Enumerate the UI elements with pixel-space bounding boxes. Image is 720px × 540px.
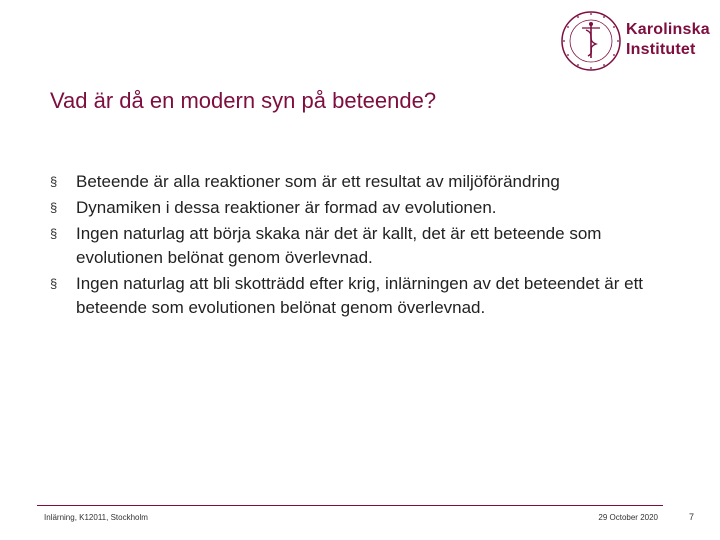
university-seal-icon xyxy=(560,10,622,72)
bullet-marker-icon: § xyxy=(50,174,58,189)
logo-wordmark xyxy=(626,20,710,60)
page-number: 7 xyxy=(688,512,694,522)
bullet-text: Ingen naturlag att bli skotträdd efter krig, inlärningen av det beteendet är ett beteende som evolutionen belönat genom överlevnad. xyxy=(76,274,644,317)
bullet-text: Beteende är alla reaktioner som är ett resultat av miljöförändring xyxy=(76,172,560,191)
logo-line-2: Institutet xyxy=(626,41,696,58)
bullet-marker-icon: § xyxy=(50,226,58,241)
bullet-item xyxy=(50,170,690,194)
bullet-item xyxy=(50,196,690,220)
bullet-list xyxy=(50,170,690,322)
bullet-text: Ingen naturlag att börja skaka när det är kallt, det är ett beteende som evolutionen belönat genom överlevnad. xyxy=(76,224,602,267)
bullet-item xyxy=(50,272,690,320)
footer-divider xyxy=(37,505,663,506)
bullet-marker-icon: § xyxy=(50,276,58,291)
bullet-marker-icon: § xyxy=(50,200,58,215)
footer-date: 29 October 2020 xyxy=(598,513,658,522)
karolinska-logo xyxy=(560,10,710,74)
logo-line-1: Karolinska xyxy=(626,21,710,38)
bullet-item xyxy=(50,222,690,270)
slide-title: Vad är då en modern syn på beteende? xyxy=(50,88,437,113)
bullet-text: Dynamiken i dessa reaktioner är formad av evolutionen. xyxy=(76,198,497,217)
footer-course-info: Inlärning, K12011, Stockholm xyxy=(44,513,148,522)
